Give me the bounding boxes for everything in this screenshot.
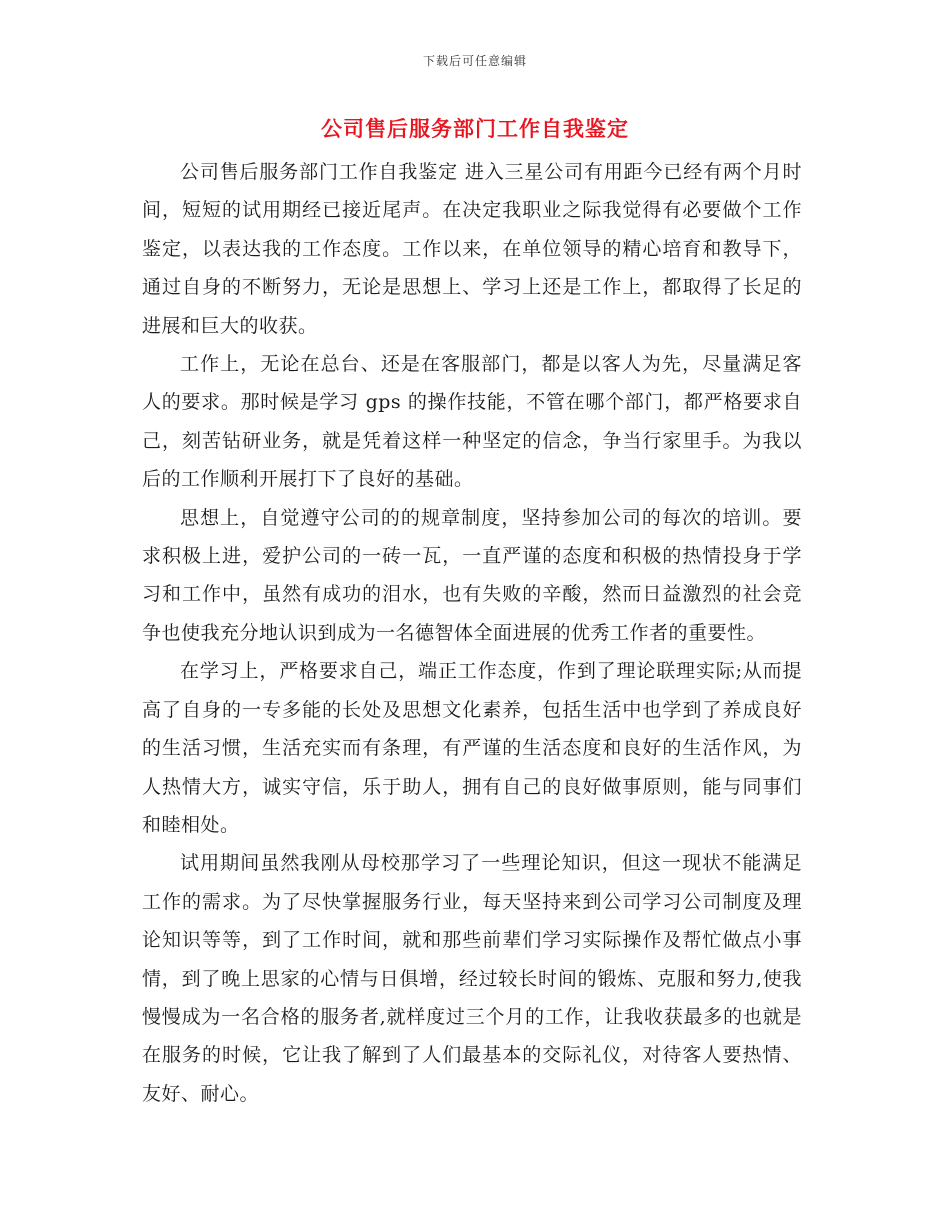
document-title: 公司售后服务部门工作自我鉴定	[321, 116, 629, 141]
paragraph-study: 在学习上，严格要求自己，端正工作态度，作到了理论联理实际;从而提高了自身的一专多能的长处及思想文化素养，包括生活中也学到了养成良好的生活习惯，生活充实而有条理，有严谨的生活态度和良好的生活作风，为人热情大方，诚实守信，乐于助人，拥有自己的良好做事原则，能与同事们和睦相处。	[142, 660, 802, 836]
paragraph-intro: 公司售后服务部门工作自我鉴定 进入三星公司有用距今已经有两个月时间，短短的试用期经已接近尾声。在决定我职业之际我觉得有必要做个工作鉴定，以表达我的工作态度。工作以来，在单位领导的精心培育和教导下，通过自身的不断努力，无论是思想上、学习上还是工作上，都取得了长足的进展和巨大的收获。	[142, 161, 802, 337]
paragraph-probation: 试用期间虽然我刚从母校那学习了一些理论知识，但这一现状不能满足工作的需求。为了尽快掌握服务行业，每天坚持来到公司学习公司制度及理论知识等等，到了工作时间，就和那些前辈们学习实际操作及帮忙做点小事情，到了晚上思家的心情与日俱增，经过较长时间的锻炼、克服和努力,使我慢慢成为一名合格的服务者,就样度过三个月的工作，让我收获最多的也就是在服务的时候，它让我了解到了人们最基本的交际礼仪，对待客人要热情、友好、耐心。	[142, 852, 802, 1105]
paragraph-thought: 思想上，自觉遵守公司的的规章制度，坚持参加公司的每次的培训。要求积极上进，爱护公司的一砖一瓦，一直严谨的态度和积极的热情投身于学习和工作中，虽然有成功的泪水，也有失败的辛酸，然而日益激烈的社会竞争也使我充分地认识到成为一名德智体全面进展的优秀工作者的重要性。	[142, 506, 802, 644]
paragraph-work: 工作上，无论在总台、还是在客服部门，都是以客人为先，尽量满足客人的要求。那时候是学习 gps 的操作技能，不管在哪个部门，都严格要求自己，刻苦钻研业务，就是凭着这样一种坚定的信念，争当行家里手。为我以后的工作顺利开展打下了良好的基础。	[142, 353, 802, 491]
header-note: 下载后可任意编辑	[422, 54, 527, 68]
document-body	[142, 153, 802, 1113]
